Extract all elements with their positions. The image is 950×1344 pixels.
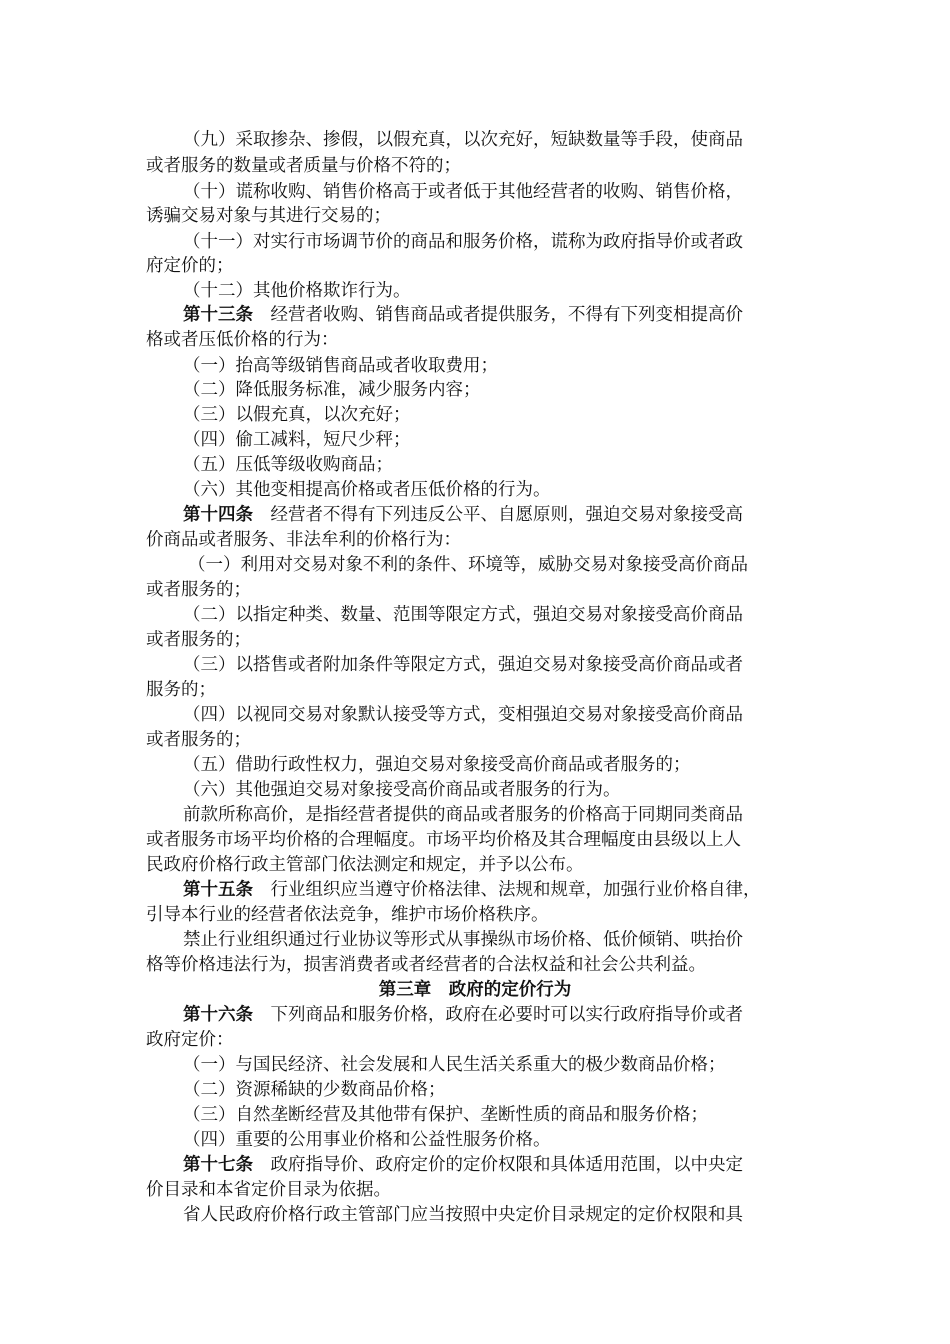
paragraph-line: 前款所称高价，是指经营者提供的商品或者服务的价格高于同期同类商品 <box>183 805 743 825</box>
article-14-line <box>183 503 743 527</box>
paragraph-line: 引导本行业的经营者依法竞争，维护市场价格秩序。 <box>146 905 549 925</box>
article-16-line <box>183 1003 743 1027</box>
paragraph-line: 或者服务市场平均价格的合理幅度。市场平均价格及其合理幅度由县级以上人 <box>146 830 741 850</box>
paragraph-line: （十二）其他价格欺诈行为。 <box>183 281 411 301</box>
paragraph-line: （十）谎称收购、销售价格高于或者低于其他经营者的收购、销售价格， <box>183 182 743 202</box>
list-item: （三）以假充真，以次充好； <box>183 405 411 425</box>
list-item: （二）以指定种类、数量、范围等限定方式，强迫交易对象接受高价商品 <box>183 605 743 625</box>
paragraph-line: （九）采取掺杂、掺假，以假充真，以次充好，短缺数量等手段，使商品 <box>183 130 743 150</box>
list-item: （二）降低服务标准，减少服务内容； <box>183 380 481 400</box>
list-item: （一）利用对交易对象不利的条件、环境等，威胁交易对象接受高价商品 <box>188 555 748 575</box>
paragraph-line: 格等价格违法行为，损害消费者或者经营者的合法权益和社会公共利益。 <box>146 955 706 975</box>
paragraph-line: 价商品或者服务、非法牟利的价格行为： <box>146 530 461 550</box>
paragraph-line: 或者服务的； <box>146 630 251 650</box>
article-13-line <box>183 303 743 327</box>
paragraph-line: 或者服务的数量或者质量与价格不符的； <box>146 156 461 176</box>
paragraph-line: （十一）对实行市场调节价的商品和服务价格，谎称为政府指导价或者政 <box>183 232 743 252</box>
list-item: （五）借助行政性权力，强迫交易对象接受高价商品或者服务的； <box>183 755 691 775</box>
paragraph-line: 民政府价格行政主管部门依法测定和规定，并予以公布。 <box>146 855 584 875</box>
list-item: （三）自然垄断经营及其他带有保护、垄断性质的商品和服务价格； <box>183 1105 708 1125</box>
paragraph-line: 或者服务的； <box>146 730 251 750</box>
article-17-line <box>183 1153 743 1177</box>
paragraph-line: 或者服务的； <box>146 580 251 600</box>
list-item: （三）以搭售或者附加条件等限定方式，强迫交易对象接受高价商品或者 <box>183 655 743 675</box>
article-text: 行业组织应当遵守价格法律、法规和规章，加强行业价格自律， <box>253 880 761 900</box>
list-item: （五）压低等级收购商品； <box>183 455 393 475</box>
article-text: 下列商品和服务价格，政府在必要时可以实行政府指导价或者 <box>253 1005 743 1025</box>
list-item: （一）与国民经济、社会发展和人民生活关系重大的极少数商品价格； <box>183 1055 726 1075</box>
article-label: 第十五条 <box>183 880 253 900</box>
paragraph-line: 服务的； <box>146 680 216 700</box>
article-text: 经营者不得有下列违反公平、自愿原则，强迫交易对象接受高 <box>253 505 743 525</box>
list-item: （四）重要的公用事业价格和公益性服务价格。 <box>183 1130 551 1150</box>
chapter-heading: 第三章 政府的定价行为 <box>378 980 572 1000</box>
list-item: （四）偷工减料，短尺少秤； <box>183 430 411 450</box>
article-text: 经营者收购、销售商品或者提供服务，不得有下列变相提高价 <box>253 305 743 325</box>
paragraph-line: 省人民政府价格行政主管部门应当按照中央定价目录规定的定价权限和具 <box>183 1205 743 1225</box>
article-15-line <box>183 878 761 902</box>
list-item: （四）以视同交易对象默认接受等方式，变相强迫交易对象接受高价商品 <box>183 705 743 725</box>
list-item: （二）资源稀缺的少数商品价格； <box>183 1080 446 1100</box>
article-label: 第十四条 <box>183 505 253 525</box>
list-item: （六）其他变相提高价格或者压低价格的行为。 <box>183 480 551 500</box>
paragraph-line: 格或者压低价格的行为： <box>146 330 339 350</box>
paragraph-line: 府定价的； <box>146 256 234 276</box>
list-item: （六）其他强迫交易对象接受高价商品或者服务的行为。 <box>183 780 621 800</box>
article-label: 第十六条 <box>183 1005 253 1025</box>
article-text: 政府指导价、政府定价的定价权限和具体适用范围，以中央定 <box>253 1155 743 1175</box>
paragraph-line: 价目录和本省定价目录为依据。 <box>146 1180 391 1200</box>
article-label: 第十七条 <box>183 1155 253 1175</box>
list-item: （一）抬高等级销售商品或者收取费用； <box>183 356 498 376</box>
paragraph-line: 禁止行业组织通过行业协议等形式从事操纵市场价格、低价倾销、哄抬价 <box>183 930 743 950</box>
paragraph-line: 政府定价： <box>146 1030 234 1050</box>
article-label: 第十三条 <box>183 305 253 325</box>
paragraph-line: 诱骗交易对象与其进行交易的； <box>146 206 391 226</box>
